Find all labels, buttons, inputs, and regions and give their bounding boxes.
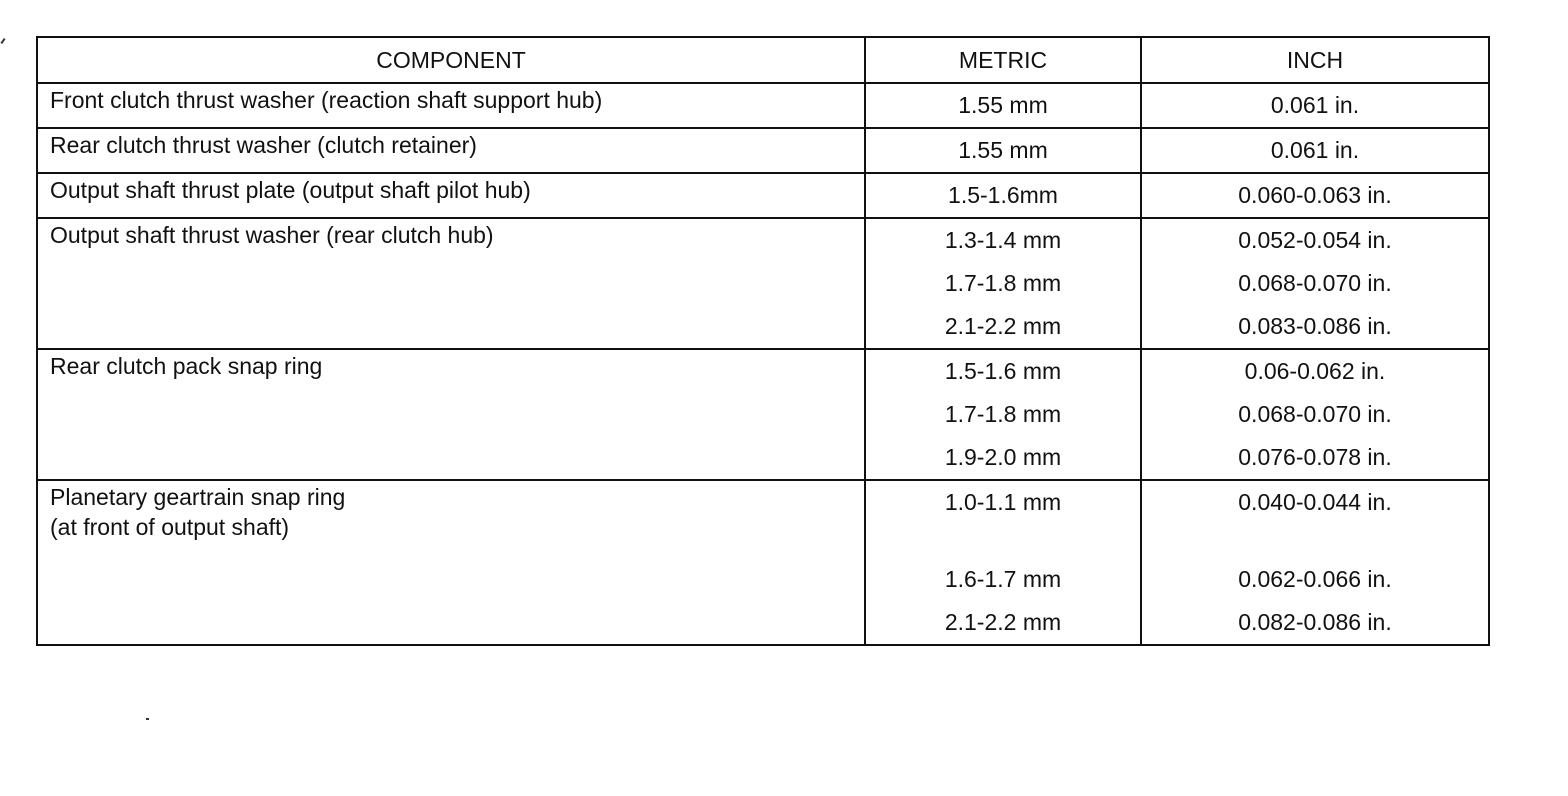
inch-value: 0.040-0.044 in. [1238, 489, 1392, 515]
inch-value: 0.068-0.070 in. [1238, 401, 1392, 427]
table-row [37, 218, 1489, 349]
inch-cell [1141, 349, 1489, 480]
header-row [37, 37, 1489, 83]
metric-cell [865, 128, 1141, 173]
component-cell [37, 480, 865, 645]
metric-value: 1.5-1.6 mm [944, 358, 1062, 384]
metric-value: 2.1-2.2 mm [944, 609, 1062, 635]
inch-cell [1141, 218, 1489, 349]
inch-value [1142, 524, 1488, 558]
metric-value: 2.1-2.2 mm [944, 313, 1062, 339]
metric-cell [865, 349, 1141, 480]
component-text: (at front of output shaft) [50, 514, 290, 540]
specification-table [36, 36, 1490, 646]
inch-value: 0.082-0.086 in. [1238, 609, 1392, 635]
component-cell [37, 349, 865, 480]
metric-value: 1.7-1.8 mm [944, 270, 1062, 296]
component-text: Planetary geartrain snap ring [50, 484, 346, 510]
table-row [37, 83, 1489, 128]
component-text: Rear clutch pack snap ring [50, 353, 323, 379]
inch-value: 0.06-0.062 in. [1244, 358, 1386, 384]
metric-cell [865, 83, 1141, 128]
metric-header: METRIC [865, 37, 1141, 83]
inch-value: 0.052-0.054 in. [1238, 227, 1392, 253]
inch-cell [1141, 173, 1489, 218]
inch-header: INCH [1141, 37, 1489, 83]
metric-value: 1.9-2.0 mm [944, 444, 1062, 470]
table-row [37, 128, 1489, 173]
stray-dot [146, 718, 149, 720]
component-cell [37, 128, 865, 173]
inch-cell [1141, 128, 1489, 173]
inch-value: 0.083-0.086 in. [1238, 313, 1392, 339]
component-text: Output shaft thrust washer (rear clutch hub) [50, 222, 494, 248]
metric-value: 1.55 mm [958, 137, 1048, 163]
inch-value: 0.068-0.070 in. [1238, 270, 1392, 296]
table-row [37, 349, 1489, 480]
metric-value [866, 524, 1140, 558]
inch-value: 0.062-0.066 in. [1238, 566, 1392, 592]
inch-value: 0.061 in. [1270, 92, 1360, 118]
component-cell [37, 218, 865, 349]
metric-value: 1.0-1.1 mm [944, 489, 1062, 515]
inch-value: 0.061 in. [1270, 137, 1360, 163]
inch-value: 0.076-0.078 in. [1238, 444, 1392, 470]
table-row [37, 173, 1489, 218]
inch-value: 0.060-0.063 in. [1238, 182, 1392, 208]
metric-value: 1.3-1.4 mm [944, 227, 1062, 253]
component-header: COMPONENT [37, 37, 865, 83]
component-text: Output shaft thrust plate (output shaft pilot hub) [50, 177, 531, 203]
metric-value: 1.55 mm [958, 92, 1048, 118]
inch-cell [1141, 83, 1489, 128]
metric-cell [865, 218, 1141, 349]
metric-cell [865, 480, 1141, 645]
metric-value: 1.6-1.7 mm [944, 566, 1062, 592]
component-cell [37, 83, 865, 128]
component-text: Rear clutch thrust washer (clutch retainer) [50, 132, 477, 158]
component-text: Front clutch thrust washer (reaction shaft support hub) [50, 87, 603, 113]
metric-cell [865, 173, 1141, 218]
table-row [37, 480, 1489, 645]
inch-cell [1141, 480, 1489, 645]
stray-mark [0, 38, 5, 44]
metric-value: 1.7-1.8 mm [944, 401, 1062, 427]
component-cell [37, 173, 865, 218]
metric-value: 1.5-1.6mm [948, 182, 1058, 208]
